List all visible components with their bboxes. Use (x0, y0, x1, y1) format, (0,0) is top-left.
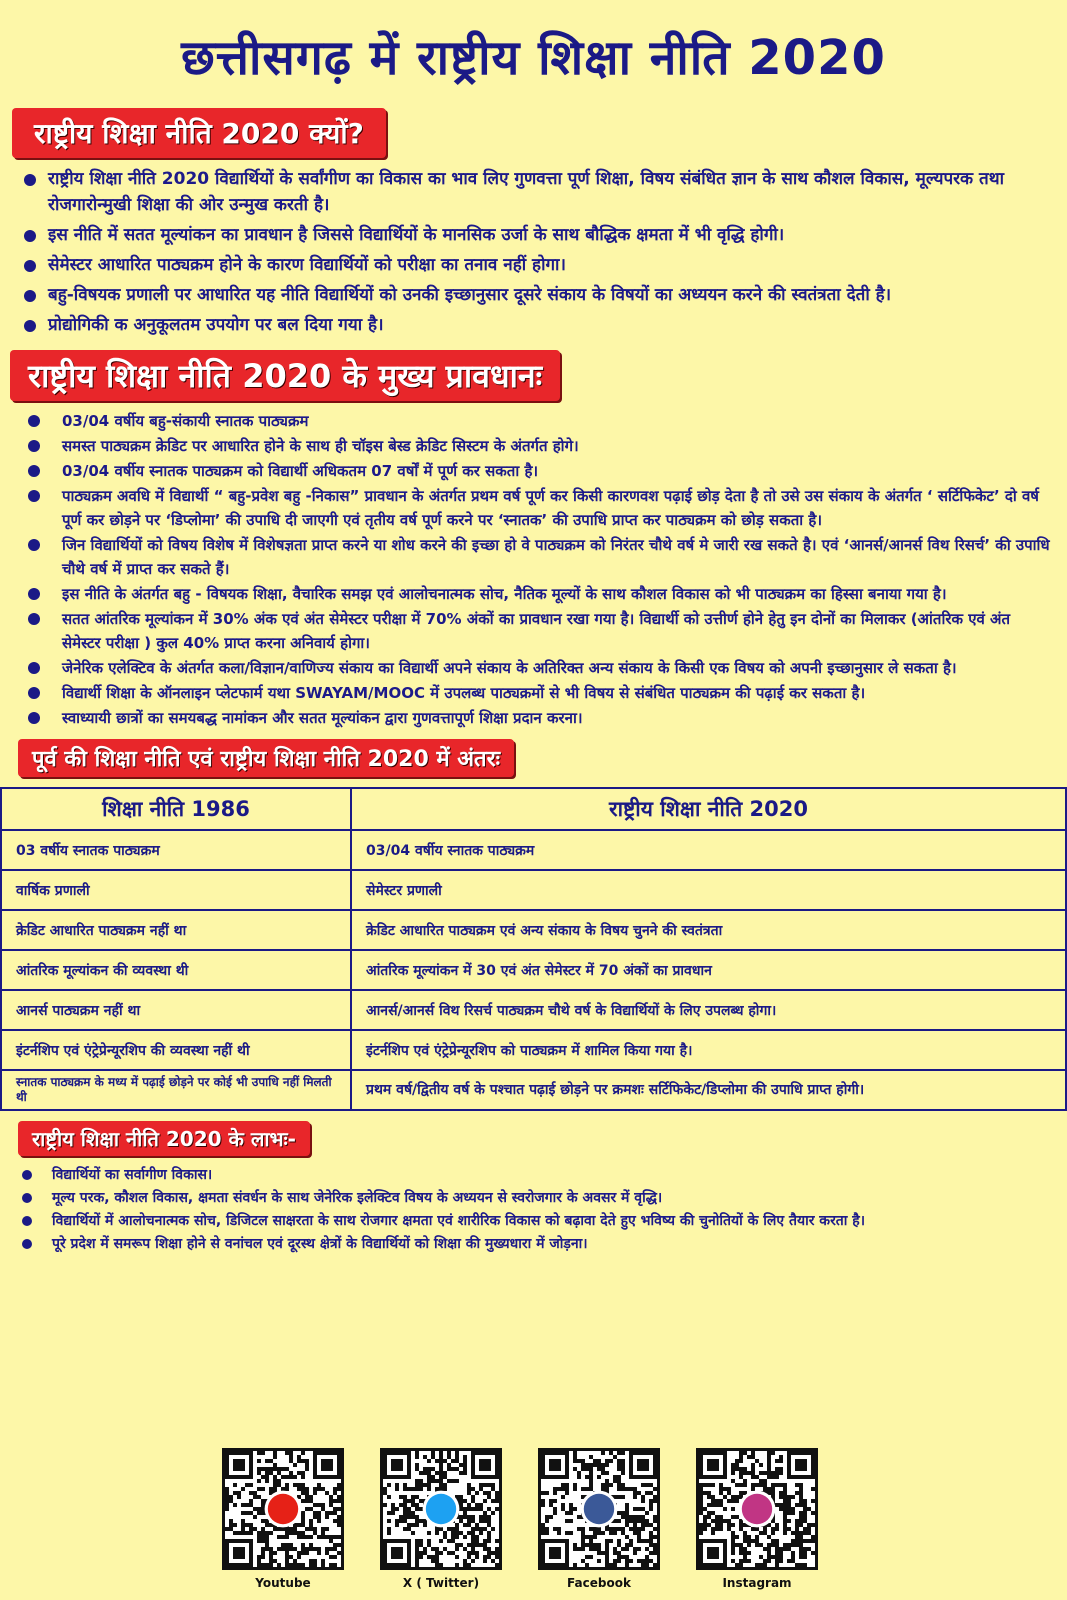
cell-old: आनर्स पाठ्यक्रम नहीं था (1, 990, 351, 1030)
provisions-heading: राष्ट्रीय शिक्षा नीति 2020 के मुख्य प्रावधानः (10, 350, 560, 401)
list-item: इस नीति के अंतर्गत बहु - विषयक शिक्षा, वैचारिक समझ एवं आलोचनात्मक सोच, नैतिक मूल्यों के साथ कौशल विकास को भी पाठ्यक्रम का हिस्सा बनाया गया है। (28, 582, 1053, 606)
cell-old: आंतरिक मूल्यांकन की व्यवस्था थी (1, 950, 351, 990)
why-list (24, 166, 1054, 338)
list-item: विद्यार्थियों में आलोचनात्मक सोच, डिजिटल साक्षरता के साथ रोजगार क्षमता एवं शारीरिक विकास को बढ़ावा देते हुए भविष्य की चुनोतियों के लिए तैयार करता है। (22, 1210, 1047, 1233)
table-row (1, 1030, 1066, 1070)
column-header-old: शिक्षा नीति 1986 (1, 788, 351, 830)
list-item: मूल्य परक, कौशल विकास, क्षमता संवर्धन के साथ जेनेरिक इलेक्टिव विषय के अध्ययन से स्वरोजगार के अवसर में वृद्धि। (22, 1187, 1047, 1210)
cell-new: सेमेस्टर प्रणाली (351, 870, 1066, 910)
why-heading: राष्ट्रीय शिक्षा नीति 2020 क्यों? (12, 108, 386, 158)
table-row (1, 830, 1066, 870)
page-title: छत्तीसगढ़ में राष्ट्रीय शिक्षा नीति 2020 (181, 30, 886, 86)
benefits-heading: राष्ट्रीय शिक्षा नीति 2020 के लाभः- (18, 1121, 310, 1156)
list-item: सतत आंतरिक मूल्यांकन में 30% अंक एवं अंत सेमेस्टर परीक्षा में 70% अंकों का प्रावधान रखा गया है। विद्यार्थी को उत्तीर्ण होने हेतु इन दोनों का मिलाकर (आंतरिक एवं अंत सेमेस्टर परीक्षा ) कुल 40% प्राप्त करना अनिवार्य होगा। (28, 607, 1053, 655)
provisions-list (28, 409, 1053, 730)
cell-old: 03 वर्षीय स्नातक पाठ्यक्रम (1, 830, 351, 870)
list-item: राष्ट्रीय शिक्षा नीति 2020 विद्यार्थियों के सर्वांगीण का विकास का भाव लिए गुणवत्ता पूर्ण शिक्षा, विषय संबंधित ज्ञान के साथ कौशल विकास, मूल्यपरक तथा रोजगारोन्मुखी शिक्षा की ओर उन्मुख करती है। (24, 166, 1054, 218)
cell-new: 03/04 वर्षीय स्नातक पाठ्यक्रम (351, 830, 1066, 870)
list-item: जिन विद्यार्थियों को विषय विशेष में विशेषज्ञता प्राप्त करने या शोध करने की इच्छा हो वे पाठ्यक्रम को निरंतर चौथे वर्ष मे जारी रख सकते है। एवं ‘आनर्स/आनर्स विथ रिसर्च’ की उपाधि चौथे वर्ष में प्राप्त कर सकते हैं। (28, 533, 1053, 581)
cell-new: आनर्स/आनर्स विथ रिसर्च पाठ्यक्रम चौथे वर्ष के विद्यार्थियों के लिए उपलब्ध होगा। (351, 990, 1066, 1030)
cell-new: आंतरिक मूल्यांकन में 30 एवं अंत सेमेस्टर में 70 अंकों का प्रावधान (351, 950, 1066, 990)
list-item: पूरे प्रदेश में समरूप शिक्षा होने से वनांचल एवं दूरस्थ क्षेत्रों के विद्यार्थियों को शिक्षा की मुख्यधारा में जोड़ना। (22, 1233, 1047, 1256)
social-qr-row (222, 1448, 852, 1598)
cell-old: वार्षिक प्रणाली (1, 870, 351, 910)
cell-new: क्रेडिट आधारित पाठ्यक्रम एवं अन्य संकाय के विषय चुनने की स्वतंत्रता (351, 910, 1066, 950)
youtube-icon (268, 1494, 298, 1524)
table-row (1, 1070, 1066, 1110)
facebook-icon (584, 1494, 614, 1524)
list-item: 03/04 वर्षीय स्नातक पाठ्यक्रम को विद्यार्थी अधिकतम 07 वर्षों में पूर्ण कर सकता है। (28, 459, 1053, 483)
qr-facebook[interactable] (538, 1448, 660, 1590)
list-item: जेनेरिक एलेक्टिव के अंतर्गत कला/विज्ञान/वाणिज्य संकाय का विद्यार्थी अपने संकाय के अतिरिक्त अन्य संकाय के किसी एक विषय को अपनी इच्छानुसार ले सकता है। (28, 656, 1053, 680)
qr-label: X ( Twitter) (402, 1576, 480, 1590)
table-row (1, 910, 1066, 950)
qr-instagram[interactable] (696, 1448, 818, 1590)
table-row (1, 950, 1066, 990)
qr-twitter[interactable] (380, 1448, 502, 1590)
cell-old: स्नातक पाठ्यक्रम के मध्य में पढ़ाई छोड़ने पर कोई भी उपाधि नहीं मिलती थी (1, 1070, 351, 1110)
table-header-row (1, 788, 1066, 830)
qr-label: Instagram (722, 1576, 792, 1590)
list-item: बहु-विषयक प्रणाली पर आधारित यह नीति विद्यार्थियों को उनकी इच्छानुसार दूसरे संकाय के विषयों का अध्ययन करने की स्वतंत्रता देती है। (24, 282, 1054, 308)
cell-old: इंटर्नशिप एवं एंट्रेप्रेन्यूरशिप की व्यवस्था नहीं थी (1, 1030, 351, 1070)
column-header-new: राष्ट्रीय शिक्षा नीति 2020 (351, 788, 1066, 830)
list-item: सेमेस्टर आधारित पाठ्यक्रम होने के कारण विद्यार्थियों को परीक्षा का तनाव नहीं होगा। (24, 252, 1054, 278)
list-item: प्रोद्योगिकी क अनुकूलतम उपयोग पर बल दिया गया है। (24, 312, 1054, 338)
list-item: विद्यार्थियों का सर्वागीण विकास। (22, 1164, 1047, 1187)
table-row (1, 870, 1066, 910)
qr-code (222, 1448, 344, 1570)
table-row (1, 990, 1066, 1030)
list-item: पाठ्यक्रम अवधि में विद्यार्थी “ बहु-प्रवेश बहु -निकास” प्रावधान के अंतर्गत प्रथम वर्ष पूर्ण कर किसी कारणवश पढ़ाई छोड़ देता है तो उसे उस संकाय के अंतर्गत ‘ सर्टिफिकेट’ दो वर्ष पूर्ण कर छोड़ने पर ‘डिप्लोमा’ की उपाधि दी जाएगी एवं तृतीय वर्ष पूर्ण करने पर ‘स्नातक’ की उपाधि प्राप्त कर पाठ्यक्रम को छोड़ सकता है। (28, 484, 1053, 532)
list-item: 03/04 वर्षीय बहु-संकायी स्नातक पाठ्यक्रम (28, 409, 1053, 433)
cell-new: इंटर्नशिप एवं एंट्रेप्रेन्यूरशिप को पाठ्यक्रम में शामिल किया गया है। (351, 1030, 1066, 1070)
list-item: समस्त पाठ्यक्रम क्रेडिट पर आधारित होने के साथ ही चॉइस बेस्ड क्रेडिट सिस्टम के अंतर्गत होगे। (28, 434, 1053, 458)
list-item: इस नीति में सतत मूल्यांकन का प्रावधान है जिससे विद्यार्थियों के मानसिक उर्जा के साथ बौद्धिक क्षमता में भी वृद्धि होगी। (24, 222, 1054, 248)
qr-label: Youtube (255, 1576, 311, 1590)
cell-new: प्रथम वर्ष/द्वितीय वर्ष के पश्चात पढ़ाई छोड़ने पर क्रमशः सर्टिफिकेट/डिप्लोमा की उपाधि प्राप्त होगी। (351, 1070, 1066, 1110)
instagram-icon (742, 1494, 772, 1524)
qr-code (380, 1448, 502, 1570)
comparison-table (0, 787, 1067, 1111)
qr-code (696, 1448, 818, 1570)
twitter-icon (426, 1494, 456, 1524)
list-item: स्वाध्यायी छात्रों का समयबद्ध नामांकन और सतत मूल्यांकन द्वारा गुणवत्तापूर्ण शिक्षा प्रदान करना। (28, 706, 1053, 730)
cell-old: क्रेडिट आधारित पाठ्यक्रम नहीं था (1, 910, 351, 950)
qr-code (538, 1448, 660, 1570)
qr-youtube[interactable] (222, 1448, 344, 1590)
qr-label: Facebook (567, 1576, 631, 1590)
benefits-list (22, 1164, 1047, 1256)
list-item: विद्यार्थी शिक्षा के ऑनलाइन प्लेटफार्म यथा SWAYAM/MOOC में उपलब्ध पाठ्यक्रमों से भी विषय से संबंधित पाठ्यक्रम की पढ़ाई कर सकता है। (28, 681, 1053, 705)
comparison-heading: पूर्व की शिक्षा नीति एवं राष्ट्रीय शिक्षा नीति 2020 में अंतरः (18, 739, 514, 777)
